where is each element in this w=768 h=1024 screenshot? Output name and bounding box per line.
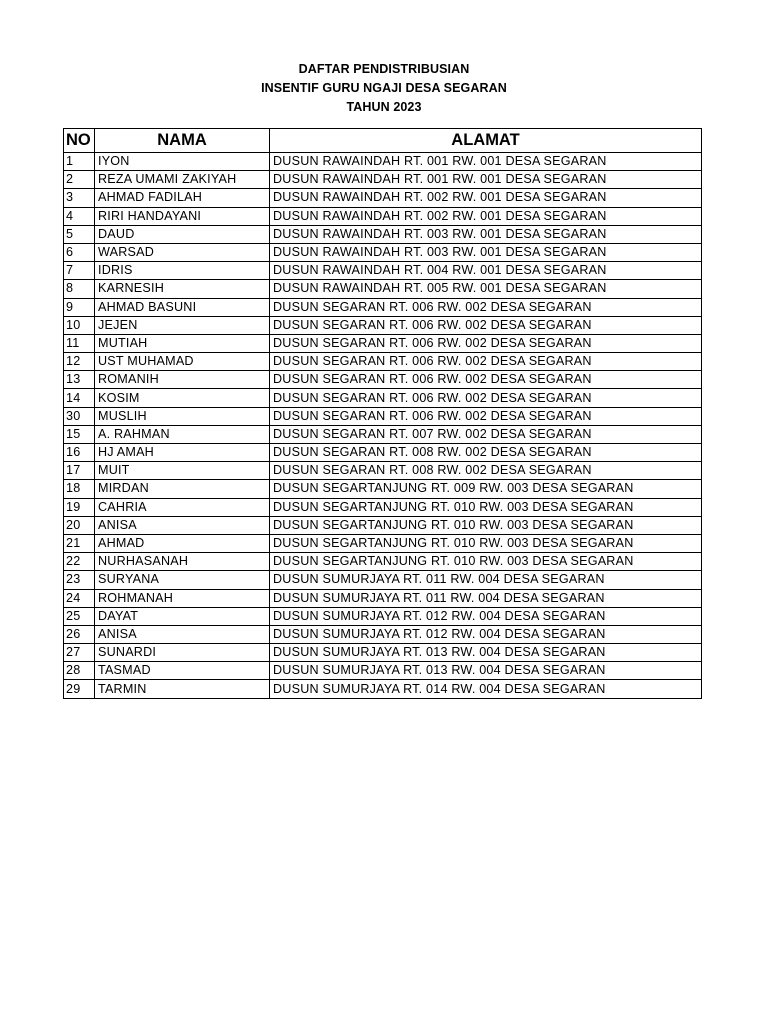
cell-nama: MUSLIH <box>95 407 270 425</box>
cell-no: 9 <box>64 298 95 316</box>
cell-nama: MUIT <box>95 462 270 480</box>
cell-nama: ROHMANAH <box>95 589 270 607</box>
table-row <box>64 280 702 298</box>
cell-nama: CAHRIA <box>95 498 270 516</box>
cell-no: 15 <box>64 425 95 443</box>
recipient-table <box>63 128 702 699</box>
cell-alamat: DUSUN SUMURJAYA RT. 014 RW. 004 DESA SEGARAN <box>270 680 702 698</box>
cell-nama: TASMAD <box>95 662 270 680</box>
cell-nama: AHMAD FADILAH <box>95 189 270 207</box>
cell-alamat: DUSUN SEGARTANJUNG RT. 010 RW. 003 DESA SEGARAN <box>270 553 702 571</box>
table-row <box>64 225 702 243</box>
cell-nama: ANISA <box>95 516 270 534</box>
cell-nama: DAYAT <box>95 607 270 625</box>
table-row <box>64 498 702 516</box>
header-nama: NAMA <box>95 129 270 153</box>
table-row <box>64 207 702 225</box>
table-row <box>64 171 702 189</box>
table-row <box>64 444 702 462</box>
cell-nama: NURHASANAH <box>95 553 270 571</box>
cell-alamat: DUSUN RAWAINDAH RT. 002 RW. 001 DESA SEGARAN <box>270 189 702 207</box>
cell-nama: AHMAD BASUNI <box>95 298 270 316</box>
table-row <box>64 262 702 280</box>
table-row <box>64 553 702 571</box>
cell-alamat: DUSUN SEGARTANJUNG RT. 010 RW. 003 DESA SEGARAN <box>270 516 702 534</box>
cell-nama: REZA UMAMI ZAKIYAH <box>95 171 270 189</box>
table-header <box>64 129 702 153</box>
cell-no: 12 <box>64 353 95 371</box>
cell-no: 28 <box>64 662 95 680</box>
cell-alamat: DUSUN RAWAINDAH RT. 004 RW. 001 DESA SEGARAN <box>270 262 702 280</box>
cell-alamat: DUSUN SUMURJAYA RT. 011 RW. 004 DESA SEGARAN <box>270 589 702 607</box>
cell-no: 5 <box>64 225 95 243</box>
cell-no: 3 <box>64 189 95 207</box>
cell-alamat: DUSUN SEGARAN RT. 006 RW. 002 DESA SEGARAN <box>270 353 702 371</box>
table-row <box>64 243 702 261</box>
cell-no: 18 <box>64 480 95 498</box>
table-row <box>64 571 702 589</box>
cell-alamat: DUSUN SEGARAN RT. 008 RW. 002 DESA SEGARAN <box>270 462 702 480</box>
cell-alamat: DUSUN RAWAINDAH RT. 005 RW. 001 DESA SEGARAN <box>270 280 702 298</box>
cell-no: 6 <box>64 243 95 261</box>
cell-nama: A. RAHMAN <box>95 425 270 443</box>
cell-alamat: DUSUN RAWAINDAH RT. 002 RW. 001 DESA SEGARAN <box>270 207 702 225</box>
table-row <box>64 680 702 698</box>
table-row <box>64 480 702 498</box>
cell-no: 16 <box>64 444 95 462</box>
cell-nama: WARSAD <box>95 243 270 261</box>
table-row <box>64 516 702 534</box>
cell-alamat: DUSUN SEGARAN RT. 007 RW. 002 DESA SEGARAN <box>270 425 702 443</box>
cell-alamat: DUSUN SUMURJAYA RT. 012 RW. 004 DESA SEGARAN <box>270 625 702 643</box>
cell-no: 14 <box>64 389 95 407</box>
header-no: NO <box>64 129 95 153</box>
cell-no: 23 <box>64 571 95 589</box>
cell-alamat: DUSUN SEGARAN RT. 006 RW. 002 DESA SEGARAN <box>270 389 702 407</box>
cell-no: 27 <box>64 644 95 662</box>
cell-no: 22 <box>64 553 95 571</box>
cell-alamat: DUSUN RAWAINDAH RT. 003 RW. 001 DESA SEGARAN <box>270 225 702 243</box>
cell-nama: ANISA <box>95 625 270 643</box>
table-row <box>64 371 702 389</box>
table-row <box>64 625 702 643</box>
table-row <box>64 316 702 334</box>
table-row <box>64 298 702 316</box>
cell-nama: KARNESIH <box>95 280 270 298</box>
table-row <box>64 425 702 443</box>
cell-nama: HJ AMAH <box>95 444 270 462</box>
cell-nama: MIRDAN <box>95 480 270 498</box>
cell-no: 13 <box>64 371 95 389</box>
cell-alamat: DUSUN SUMURJAYA RT. 013 RW. 004 DESA SEGARAN <box>270 662 702 680</box>
title-line-3: TAHUN 2023 <box>346 100 422 114</box>
cell-alamat: DUSUN SUMURJAYA RT. 011 RW. 004 DESA SEGARAN <box>270 571 702 589</box>
cell-alamat: DUSUN SUMURJAYA RT. 013 RW. 004 DESA SEGARAN <box>270 644 702 662</box>
cell-alamat: DUSUN SEGARAN RT. 006 RW. 002 DESA SEGARAN <box>270 371 702 389</box>
cell-nama: TARMIN <box>95 680 270 698</box>
cell-no: 17 <box>64 462 95 480</box>
cell-alamat: DUSUN SEGARAN RT. 006 RW. 002 DESA SEGARAN <box>270 334 702 352</box>
cell-no: 21 <box>64 534 95 552</box>
table-row <box>64 389 702 407</box>
document-title <box>0 60 768 117</box>
cell-no: 11 <box>64 334 95 352</box>
cell-nama: RIRI HANDAYANI <box>95 207 270 225</box>
cell-nama: MUTIAH <box>95 334 270 352</box>
table-body <box>64 153 702 699</box>
cell-no: 4 <box>64 207 95 225</box>
cell-no: 19 <box>64 498 95 516</box>
cell-no: 8 <box>64 280 95 298</box>
cell-nama: SURYANA <box>95 571 270 589</box>
cell-nama: DAUD <box>95 225 270 243</box>
cell-alamat: DUSUN SEGARAN RT. 006 RW. 002 DESA SEGARAN <box>270 298 702 316</box>
cell-no: 29 <box>64 680 95 698</box>
cell-nama: AHMAD <box>95 534 270 552</box>
cell-nama: JEJEN <box>95 316 270 334</box>
cell-alamat: DUSUN SEGARTANJUNG RT. 010 RW. 003 DESA SEGARAN <box>270 534 702 552</box>
table-row <box>64 407 702 425</box>
cell-no: 26 <box>64 625 95 643</box>
cell-nama: KOSIM <box>95 389 270 407</box>
header-row <box>64 129 702 153</box>
header-alamat: ALAMAT <box>270 129 702 153</box>
cell-alamat: DUSUN SEGARAN RT. 008 RW. 002 DESA SEGARAN <box>270 444 702 462</box>
cell-no: 25 <box>64 607 95 625</box>
cell-no: 30 <box>64 407 95 425</box>
cell-alamat: DUSUN SUMURJAYA RT. 012 RW. 004 DESA SEGARAN <box>270 607 702 625</box>
cell-alamat: DUSUN RAWAINDAH RT. 003 RW. 001 DESA SEGARAN <box>270 243 702 261</box>
table-row <box>64 153 702 171</box>
cell-nama: SUNARDI <box>95 644 270 662</box>
cell-alamat: DUSUN SEGARTANJUNG RT. 009 RW. 003 DESA SEGARAN <box>270 480 702 498</box>
cell-alamat: DUSUN SEGARTANJUNG RT. 010 RW. 003 DESA SEGARAN <box>270 498 702 516</box>
title-line-2: INSENTIF GURU NGAJI DESA SEGARAN <box>261 81 507 95</box>
table-row <box>64 353 702 371</box>
cell-nama: UST MUHAMAD <box>95 353 270 371</box>
cell-nama: IDRIS <box>95 262 270 280</box>
cell-no: 2 <box>64 171 95 189</box>
table-row <box>64 462 702 480</box>
table-row <box>64 589 702 607</box>
cell-no: 24 <box>64 589 95 607</box>
cell-no: 20 <box>64 516 95 534</box>
cell-alamat: DUSUN SEGARAN RT. 006 RW. 002 DESA SEGARAN <box>270 316 702 334</box>
cell-alamat: DUSUN RAWAINDAH RT. 001 RW. 001 DESA SEGARAN <box>270 153 702 171</box>
table-row <box>64 662 702 680</box>
cell-no: 1 <box>64 153 95 171</box>
table-row <box>64 644 702 662</box>
table-row <box>64 189 702 207</box>
table-row <box>64 334 702 352</box>
cell-alamat: DUSUN SEGARAN RT. 006 RW. 002 DESA SEGARAN <box>270 407 702 425</box>
title-line-1: DAFTAR PENDISTRIBUSIAN <box>298 62 470 76</box>
table-row <box>64 534 702 552</box>
cell-alamat: DUSUN RAWAINDAH RT. 001 RW. 001 DESA SEGARAN <box>270 171 702 189</box>
table-row <box>64 607 702 625</box>
cell-no: 7 <box>64 262 95 280</box>
cell-nama: IYON <box>95 153 270 171</box>
cell-nama: ROMANIH <box>95 371 270 389</box>
cell-no: 10 <box>64 316 95 334</box>
